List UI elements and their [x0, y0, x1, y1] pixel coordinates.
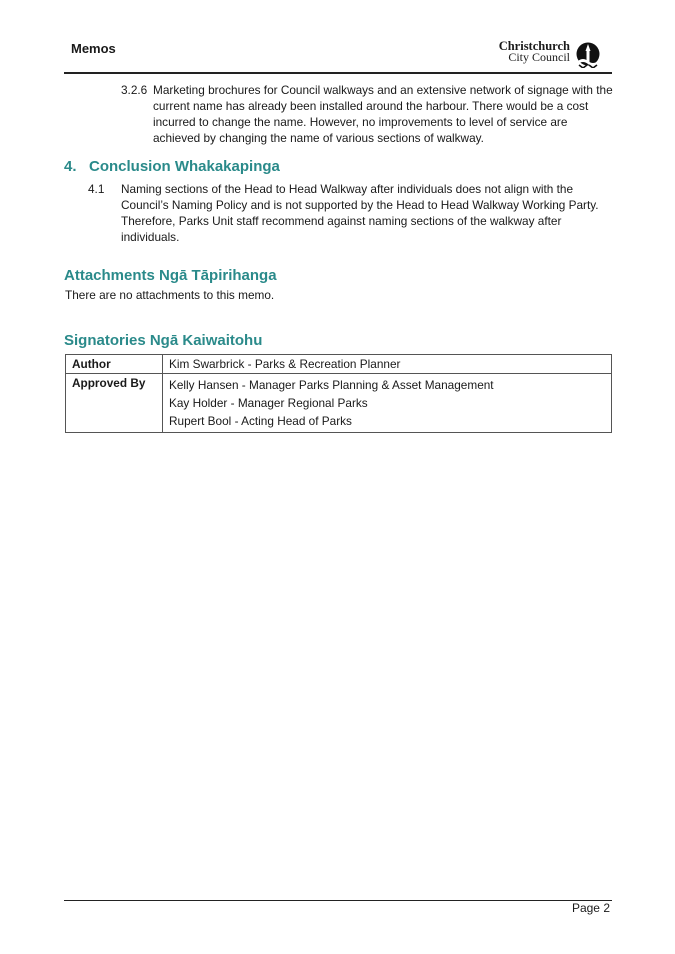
paragraph-line: achieved by changing the name of various sections of walkway. — [153, 131, 484, 145]
attachments-heading: Attachments Ngā Tāpirihanga — [64, 267, 277, 284]
approved-by-label: Approved By — [66, 374, 163, 433]
paragraph-line: incurred to change the name. However, no improvements to level of service are — [153, 115, 568, 129]
footer-divider — [64, 900, 612, 901]
paragraph-number: 3.2.6 — [121, 83, 148, 97]
paragraph-line: Naming sections of the Head to Head Walkway after individuals does not align with the — [121, 182, 574, 196]
paragraph-4-1 — [88, 181, 613, 247]
paragraph-number: 4.1 — [88, 182, 105, 196]
approver-name: Kelly Hansen - Manager Parks Planning & Asset Management — [169, 378, 494, 392]
paragraph-text — [153, 82, 615, 146]
paragraph-line: current name has already been installed around the harbour. There would be a cost — [153, 99, 589, 113]
author-value: Kim Swarbrick - Parks & Recreation Planner — [163, 355, 612, 374]
paragraph-line: Therefore, Parks Unit staff recommend against naming sections of the walkway after — [121, 214, 562, 228]
paragraph-line: Marketing brochures for Council walkways and an extensive network of signage with the — [153, 83, 613, 97]
paragraph-text — [121, 181, 613, 245]
section-title: Conclusion Whakakapinga — [89, 158, 280, 175]
section-heading-conclusion — [64, 158, 280, 175]
attachments-text: There are no attachments to this memo. — [65, 288, 275, 302]
council-logo — [496, 41, 602, 69]
logo-text — [499, 41, 570, 63]
paragraph-line: individuals. — [121, 230, 180, 244]
table-row — [66, 355, 612, 374]
section-number: 4. — [64, 158, 77, 175]
signatories-table — [65, 354, 612, 433]
cathedral-logo-icon — [576, 42, 600, 68]
page-number: Page 2 — [571, 901, 610, 915]
approver-name: Kay Holder - Manager Regional Parks — [169, 396, 368, 410]
author-label: Author — [66, 355, 163, 374]
paragraph-3-2-6 — [121, 82, 613, 148]
approver-name: Rupert Bool - Acting Head of Parks — [169, 414, 352, 428]
paragraph-line: Council’s Naming Policy and is not supported by the Head to Head Walkway Working Party. — [121, 198, 599, 212]
signatories-heading: Signatories Ngā Kaiwaitohu — [64, 332, 263, 349]
header-divider — [64, 72, 612, 74]
logo-line-1: Christchurch — [498, 39, 570, 53]
logo-line-2: City Council — [508, 50, 570, 64]
header-title: Memos — [71, 41, 116, 56]
table-row — [66, 374, 612, 433]
approvers-cell — [163, 374, 612, 433]
